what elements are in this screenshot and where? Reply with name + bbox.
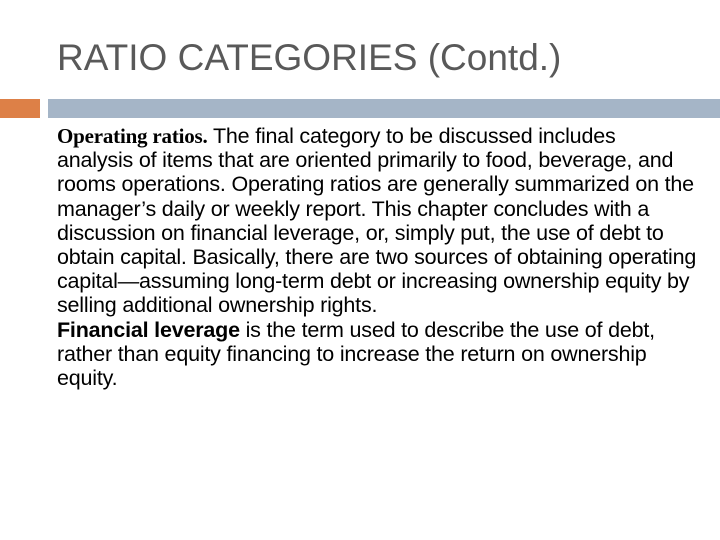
paragraph-operating-ratios <box>57 124 697 318</box>
slide-body <box>57 124 697 390</box>
financial-leverage-text: is the term used to describe the use of debt, rather than equity financing to increase the return on ownership equity. <box>57 317 655 391</box>
title-divider-band <box>48 99 720 118</box>
title-accent-bar <box>0 99 40 118</box>
financial-leverage-term: Financial leverage <box>57 317 240 342</box>
paragraph-financial-leverage <box>57 318 697 391</box>
operating-ratios-lead: Operating ratios. <box>57 124 208 148</box>
operating-ratios-text: The final category to be discussed includes analysis of items that are oriented primarily to food, beverage, and rooms operations. Operating ratios are generally summarized on the manager’s daily or weekly report. This chapter concludes with a discussion on financial leverage, or, simply put, the use of debt to obtain capital. Basically, there are two sources of obtaining operating capital—assuming long-term debt or increasing ownership equity by selling additional ownership rights. <box>57 124 697 318</box>
slide-title: RATIO CATEGORIES (Contd.) <box>57 37 562 78</box>
